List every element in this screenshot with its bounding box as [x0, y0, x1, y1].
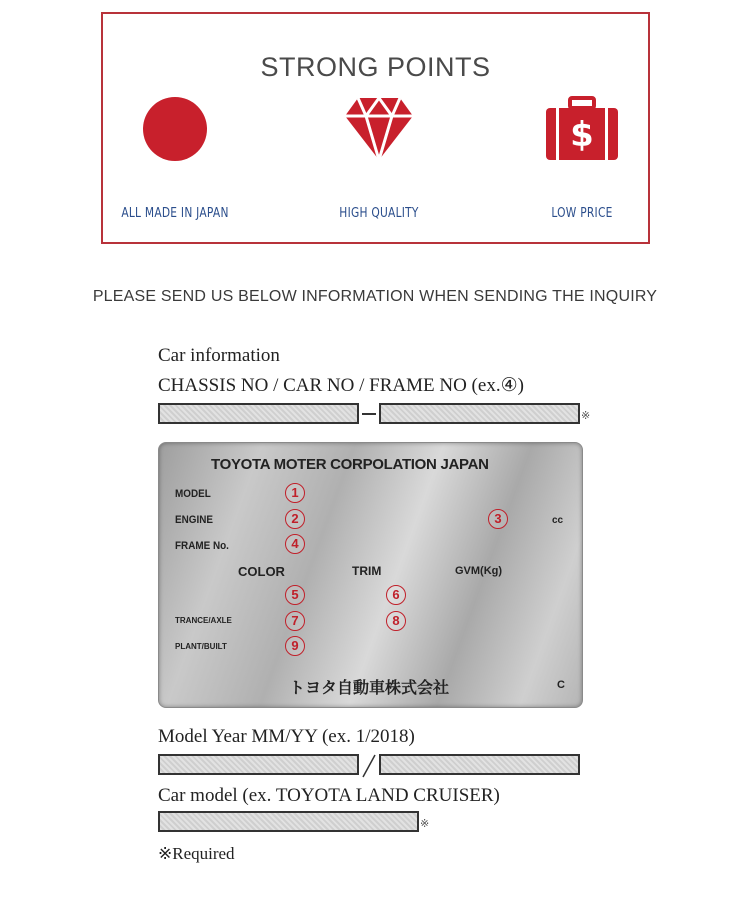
strong-point-low-price [502, 96, 662, 236]
japan-flag-circle-icon [142, 96, 208, 167]
plate-trim-label: TRIM [352, 564, 382, 578]
plate-header: TOYOTA MOTER CORPOLATION JAPAN [211, 456, 489, 473]
marker-9: 9 [285, 636, 305, 656]
strong-point-label: ALL MADE IN JAPAN [121, 206, 229, 221]
money-suitcase-icon [544, 96, 620, 167]
marker-7: 7 [285, 611, 305, 631]
marker-6: 6 [386, 585, 406, 605]
plate-cc-label: cc [552, 515, 564, 526]
chassis-number-field[interactable] [379, 403, 580, 424]
marker-4: 4 [285, 534, 305, 554]
chassis-dash [362, 413, 376, 415]
strong-point-label: HIGH QUALITY [339, 206, 419, 221]
marker-1: 1 [285, 483, 305, 503]
svg-text:$: $ [570, 115, 594, 155]
plate-c-mark: C [557, 679, 565, 691]
plate-frame-label: FRAME No. [175, 540, 229, 552]
marker-8: 8 [386, 611, 406, 631]
car-info-title: Car information [158, 345, 280, 366]
diamond-icon [344, 96, 414, 167]
plate-model-label: MODEL [175, 488, 211, 500]
car-model-field[interactable] [158, 811, 419, 832]
chassis-prefix-field[interactable] [158, 403, 359, 424]
strong-point-high-quality [299, 96, 459, 236]
inquiry-instruction: PLEASE SEND US BELOW INFORMATION WHEN SENDING THE INQUIRY [92, 288, 658, 305]
required-mark: ※ [581, 410, 591, 422]
model-year-year-field[interactable] [379, 754, 580, 775]
strong-point-made-in-japan [95, 96, 255, 236]
required-mark: ※ [420, 818, 430, 830]
strong-point-label: LOW PRICE [551, 206, 613, 221]
marker-5: 5 [285, 585, 305, 605]
marker-3: 3 [488, 509, 508, 529]
model-year-label: Model Year MM/YY (ex. 1/2018) [158, 726, 415, 747]
plate-color-label: COLOR [238, 564, 285, 579]
strong-points-title: STRONG POINTS [260, 52, 491, 82]
required-note: ※Required [158, 844, 235, 863]
car-model-label: Car model (ex. TOYOTA LAND CRUISER) [158, 785, 500, 806]
marker-2: 2 [285, 509, 305, 529]
plate-engine-label: ENGINE [175, 514, 213, 526]
plate-footer-japanese: トヨタ自動車株式会社 [289, 680, 450, 697]
vehicle-id-plate [158, 442, 583, 708]
model-year-month-field[interactable] [158, 754, 359, 775]
strong-points-box [101, 12, 650, 244]
slash-separator [362, 754, 376, 778]
plate-gvm-label: GVM(Kg) [455, 565, 503, 577]
plate-trance-label: TRANCE/AXLE [175, 616, 232, 625]
plate-plant-label: PLANT/BUILT [175, 642, 227, 651]
chassis-label: CHASSIS NO / CAR NO / FRAME NO (ex.④) [158, 375, 524, 396]
